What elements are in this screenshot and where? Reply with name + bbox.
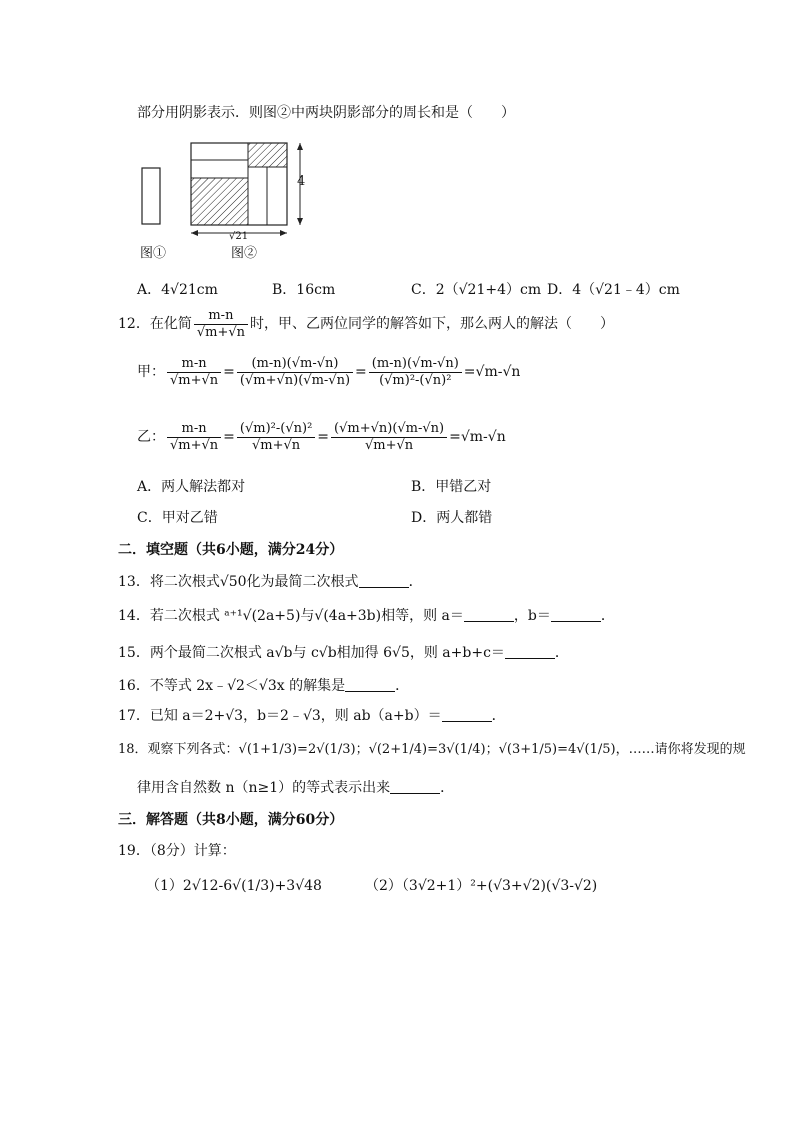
yi-frac-1 bbox=[237, 421, 315, 454]
q15 bbox=[118, 643, 569, 663]
q12-stem-tail: 时，甲、乙两位同学的解答如下，那么两人的解法（ ） bbox=[250, 316, 614, 332]
q11-option-c: C．2（√21+4）cm bbox=[411, 282, 542, 298]
q12-fraction bbox=[194, 308, 248, 341]
q11-stem-continuation: 部分用阴影表示．则图②中两块阴影部分的周长和是（ ） bbox=[137, 105, 515, 121]
yi-frac-1-den: √m+√n bbox=[252, 437, 301, 453]
q17 bbox=[118, 706, 506, 726]
jia-frac-0-den: √m+√n bbox=[170, 372, 219, 388]
yi-frac-0-den: √m+√n bbox=[170, 437, 219, 453]
q11-figure bbox=[135, 138, 325, 272]
jia-label: 甲： bbox=[137, 364, 165, 380]
q12-frac-den: √m+√n bbox=[196, 324, 245, 340]
q17-tail: ． bbox=[491, 708, 506, 724]
q14-blank-b bbox=[551, 607, 601, 622]
q12-stem bbox=[118, 306, 614, 342]
q19-part-2: （2）（3√2+1）²+(√3+√2)(√3-√2) bbox=[365, 878, 598, 894]
q18-line-2 bbox=[137, 778, 454, 798]
q15-text: 15．两个最简二次根式 a√b与 c√b相加得 6√5，则 a+b+c＝ bbox=[118, 645, 505, 661]
q18-tail: ． bbox=[440, 780, 455, 796]
q12-option-a: A．两人解法都对 bbox=[137, 479, 246, 495]
q14-text: 14．若二次根式 ᵃ⁺¹√(2a+5)与√(4a+3b)相等，则 a＝ bbox=[118, 608, 464, 624]
fig2-label: 图② bbox=[231, 246, 258, 261]
q18-blank bbox=[390, 779, 440, 794]
fig1-rect bbox=[142, 168, 160, 224]
yi-result: =√m-√n bbox=[449, 429, 506, 445]
section-3-title: 三．解答题（共8小题，满分60分） bbox=[118, 812, 344, 828]
q12-option-d: D．两人都错 bbox=[411, 510, 493, 526]
jia-frac-1-den: (√m+√n)(√m-√n) bbox=[239, 372, 351, 388]
jia-frac-1-num: (m-n)(√m-√n) bbox=[237, 356, 353, 373]
q14 bbox=[118, 606, 615, 626]
q15-tail: ． bbox=[554, 645, 569, 661]
q11-option-b: B．16cm bbox=[272, 282, 336, 298]
q14-mid: ，b＝ bbox=[513, 608, 551, 624]
yi-frac-0 bbox=[167, 421, 221, 454]
jia-frac-2-den: (√m)²-(√n)² bbox=[379, 372, 452, 388]
q13 bbox=[118, 572, 423, 592]
q12-frac-num: m-n bbox=[194, 308, 248, 325]
q12-jia-solution: 甲： $\frac{m-n}{√m+√n}$ = $\frac{(m-n)(√m-√n)}{(√m+√n)(√m-√n)}$ = $\frac{(m-n)(√m-√n)}{\text{(√m)²-(√n)²}}$ =√m-√n bbox=[137, 355, 521, 388]
jia-frac-0 bbox=[167, 356, 221, 389]
q18-text: 律用含自然数 n（n≥1）的等式表示出来 bbox=[137, 780, 391, 796]
section-2-title: 二．填空题（共6小题，满分24分） bbox=[118, 542, 344, 558]
q16-blank bbox=[345, 677, 395, 692]
jia-frac-2-num: (m-n)(√m-√n) bbox=[369, 356, 462, 373]
q16-text: 16．不等式 2x﹣√2＜√3x 的解集是 bbox=[118, 678, 346, 694]
q19-stem: 19．（8分）计算： bbox=[118, 843, 236, 859]
jia-result: =√m-√n bbox=[463, 364, 521, 380]
yi-frac-0-num: m-n bbox=[167, 421, 221, 438]
dim-height-label: 4 bbox=[297, 174, 306, 189]
jia-frac-2 bbox=[369, 356, 462, 389]
q13-text: 13．将二次根式√50化为最简二次根式 bbox=[118, 574, 359, 590]
yi-frac-2-den: √m+√n bbox=[364, 437, 414, 453]
q14-tail: ． bbox=[600, 608, 615, 624]
yi-frac-1-num: (√m)²-(√n)² bbox=[237, 421, 315, 438]
jia-frac-0-num: m-n bbox=[167, 356, 221, 373]
q13-blank bbox=[359, 573, 409, 588]
q11-option-d: D．4（√21﹣4）cm bbox=[547, 282, 680, 298]
q11-option-a: A．4√21cm bbox=[137, 282, 218, 298]
q16 bbox=[118, 676, 409, 696]
q19-part-1: （1）2√12-6√(1/3)+3√48 bbox=[146, 878, 322, 894]
yi-frac-2-num: (√m+√n)(√m-√n) bbox=[331, 421, 447, 438]
q12-option-c: C．甲对乙错 bbox=[137, 510, 218, 526]
q15-blank bbox=[505, 644, 555, 659]
q17-blank bbox=[442, 707, 492, 722]
q18-line-1: 18．观察下列各式：√(1+1/3)=2√(1/3)；√(2+1/4)=3√(1/4)；√(3+1/5)=4√(1/5)，……请你将发现的规 bbox=[118, 742, 746, 757]
q16-tail: ． bbox=[395, 678, 410, 694]
q14-blank-a bbox=[464, 607, 514, 622]
shaded-bottom-left bbox=[191, 178, 248, 225]
fig1-label: 图① bbox=[140, 246, 167, 261]
q12-option-b: B．甲错乙对 bbox=[411, 479, 492, 495]
dim-width-label: √21 bbox=[229, 231, 249, 242]
q13-tail: ． bbox=[408, 574, 423, 590]
q17-text: 17．已知 a＝2+√3，b＝2﹣√3，则 ab（a+b）＝ bbox=[118, 708, 442, 724]
q12-number: 12．在化简 bbox=[118, 316, 192, 332]
jia-frac-1 bbox=[237, 356, 353, 389]
q12-yi-solution: 乙： $\frac{m-n}{√m+√n}$ = $\frac{\text{(√m)²-(√n)²}}{√m+√n}$ = $\frac{(√m+√n)(√m-√n)}{√m+√n}$ =√m-√n bbox=[137, 420, 506, 453]
yi-label: 乙： bbox=[137, 429, 165, 445]
yi-frac-2 bbox=[331, 421, 447, 454]
shaded-top-right bbox=[248, 143, 287, 167]
